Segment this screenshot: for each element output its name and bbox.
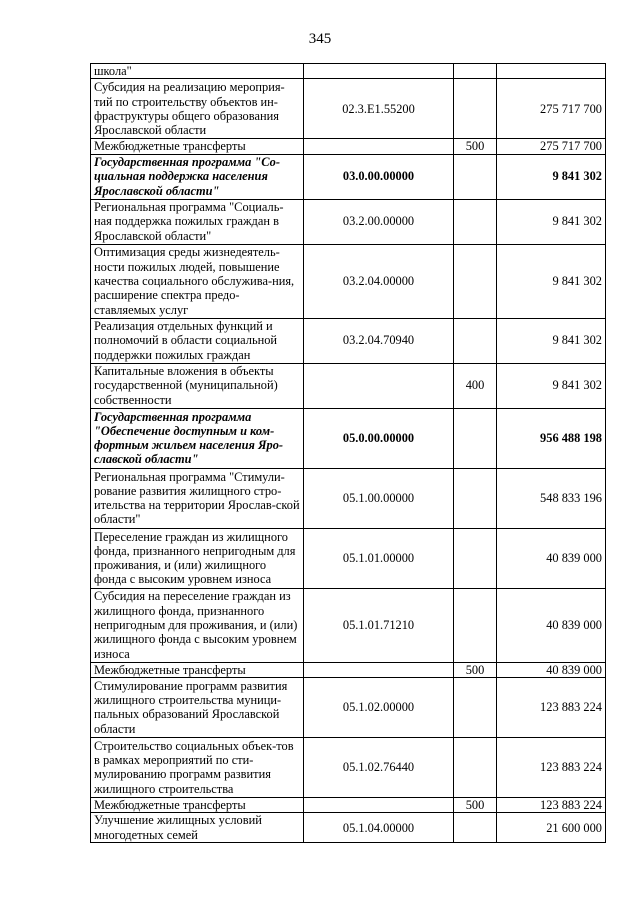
row-name: Улучшение жилищных условий многодетных семей	[91, 813, 304, 843]
row-amount	[497, 64, 606, 79]
row-code: 05.1.02.76440	[304, 737, 454, 797]
row-name: Стимулирование программ развития жилищного строительства муници-пальных образований Ярославской области	[91, 677, 304, 737]
row-expense-type	[454, 408, 497, 468]
row-amount: 548 833 196	[497, 468, 606, 528]
row-amount: 123 883 224	[497, 737, 606, 797]
table-row	[91, 677, 606, 737]
row-expense-type: 500	[454, 662, 497, 677]
row-amount: 9 841 302	[497, 244, 606, 318]
row-amount: 40 839 000	[497, 528, 606, 588]
row-expense-type: 400	[454, 363, 497, 408]
row-expense-type	[454, 64, 497, 79]
row-name: Строительство социальных объек-тов в рамках мероприятий по сти-мулированию программ развития жилищного строительства	[91, 737, 304, 797]
row-amount: 275 717 700	[497, 79, 606, 139]
row-expense-type	[454, 154, 497, 199]
row-amount: 9 841 302	[497, 363, 606, 408]
table-row	[91, 737, 606, 797]
row-name: школа"	[91, 64, 304, 79]
table-row	[91, 813, 606, 843]
row-code: 05.1.01.71210	[304, 588, 454, 662]
row-amount: 123 883 224	[497, 677, 606, 737]
row-code	[304, 797, 454, 812]
row-name: Межбюджетные трансферты	[91, 662, 304, 677]
row-amount: 9 841 302	[497, 154, 606, 199]
row-expense-type	[454, 528, 497, 588]
row-name: Межбюджетные трансферты	[91, 797, 304, 812]
table-row	[91, 318, 606, 363]
table-row	[91, 363, 606, 408]
page-number: 345	[308, 31, 332, 47]
row-expense-type	[454, 588, 497, 662]
row-expense-type	[454, 318, 497, 363]
row-amount: 956 488 198	[497, 408, 606, 468]
row-code	[304, 139, 454, 154]
row-expense-type	[454, 813, 497, 843]
row-amount: 275 717 700	[497, 139, 606, 154]
table-row	[91, 79, 606, 139]
row-code: 03.2.04.00000	[304, 244, 454, 318]
row-name: Государственная программа "Обеспечение доступным и ком-фортным жильем населения Яро-славской области"	[91, 408, 304, 468]
row-amount: 9 841 302	[497, 199, 606, 244]
budget-table	[90, 63, 606, 843]
table-row	[91, 468, 606, 528]
row-amount: 123 883 224	[497, 797, 606, 812]
row-name: Межбюджетные трансферты	[91, 139, 304, 154]
row-name: Региональная программа "Стимули-рование развития жилищного стро-ительства на территории Ярослав-ской области"	[91, 468, 304, 528]
row-expense-type	[454, 468, 497, 528]
row-code: 05.1.02.00000	[304, 677, 454, 737]
row-expense-type	[454, 79, 497, 139]
table-row	[91, 139, 606, 154]
row-name: Государственная программа "Со-циальная поддержка населения Ярославской области"	[91, 154, 304, 199]
table-row	[91, 244, 606, 318]
row-name: Реализация отдельных функций и полномочий в области социальной поддержки пожилых граждан	[91, 318, 304, 363]
table-row	[91, 64, 606, 79]
row-expense-type	[454, 737, 497, 797]
row-amount: 9 841 302	[497, 318, 606, 363]
row-code	[304, 64, 454, 79]
row-name: Капитальные вложения в объекты государственной (муниципальной) собственности	[91, 363, 304, 408]
row-code: 05.1.04.00000	[304, 813, 454, 843]
row-name: Региональная программа "Социаль-ная поддержка пожилых граждан в Ярославской области"	[91, 199, 304, 244]
row-code: 05.1.00.00000	[304, 468, 454, 528]
table-row	[91, 528, 606, 588]
row-name: Переселение граждан из жилищного фонда, признанного непригодным для проживания, и (или) жилищного фонда с высоким уровнем износа	[91, 528, 304, 588]
row-code: 05.1.01.00000	[304, 528, 454, 588]
row-expense-type: 500	[454, 139, 497, 154]
row-code	[304, 662, 454, 677]
row-code: 05.0.00.00000	[304, 408, 454, 468]
table-row	[91, 662, 606, 677]
row-expense-type: 500	[454, 797, 497, 812]
table-row	[91, 588, 606, 662]
table-row	[91, 797, 606, 812]
budget-table-body	[91, 64, 606, 843]
row-amount: 40 839 000	[497, 588, 606, 662]
row-code: 03.0.00.00000	[304, 154, 454, 199]
row-amount: 21 600 000	[497, 813, 606, 843]
row-code: 02.3.E1.55200	[304, 79, 454, 139]
row-amount: 40 839 000	[497, 662, 606, 677]
row-expense-type	[454, 677, 497, 737]
row-code: 03.2.00.00000	[304, 199, 454, 244]
row-expense-type	[454, 199, 497, 244]
row-name: Субсидия на реализацию мероприя-тий по строительству объектов ин-фраструктуры общего образования Ярославской области	[91, 79, 304, 139]
table-row	[91, 199, 606, 244]
table-row	[91, 154, 606, 199]
row-code	[304, 363, 454, 408]
row-name: Оптимизация среды жизнедеятель-ности пожилых людей, повышение качества социального обслужива-ния, расширение спектра предо-ставляемых услуг	[91, 244, 304, 318]
row-name: Субсидия на переселение граждан из жилищного фонда, признанного непригодным для проживания, и (или) жилищного фонда с высоким уровнем износа	[91, 588, 304, 662]
table-row	[91, 408, 606, 468]
row-expense-type	[454, 244, 497, 318]
row-code: 03.2.04.70940	[304, 318, 454, 363]
